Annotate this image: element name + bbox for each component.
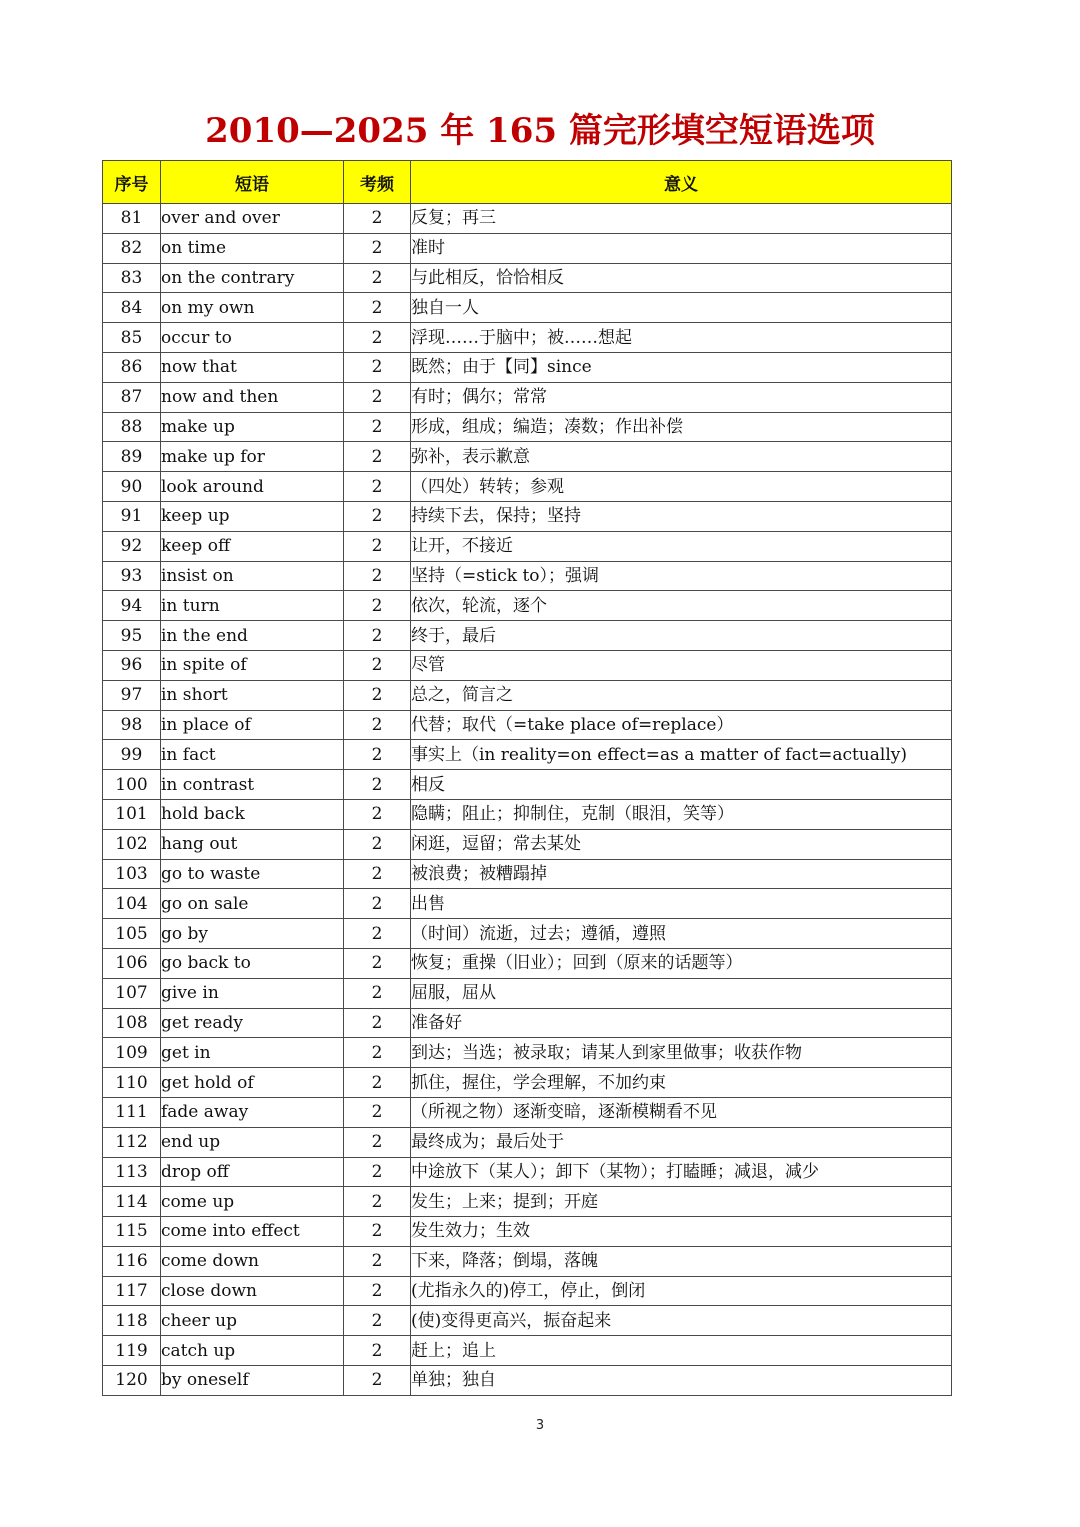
table-row bbox=[103, 650, 952, 680]
row-phrase: over and over bbox=[161, 204, 344, 234]
row-number: 103 bbox=[103, 859, 161, 889]
row-number: 104 bbox=[103, 889, 161, 919]
row-frequency: 2 bbox=[344, 1068, 411, 1098]
row-phrase: in fact bbox=[161, 740, 344, 770]
row-number: 84 bbox=[103, 293, 161, 323]
row-meaning: （四处）转转；参观 bbox=[411, 472, 952, 502]
row-frequency: 2 bbox=[344, 442, 411, 472]
row-number: 88 bbox=[103, 412, 161, 442]
row-frequency: 2 bbox=[344, 829, 411, 859]
row-number: 113 bbox=[103, 1157, 161, 1187]
row-frequency: 2 bbox=[344, 382, 411, 412]
row-number: 119 bbox=[103, 1336, 161, 1366]
row-phrase: insist on bbox=[161, 561, 344, 591]
row-frequency: 2 bbox=[344, 710, 411, 740]
row-phrase: go back to bbox=[161, 948, 344, 978]
table-row bbox=[103, 1336, 952, 1366]
row-meaning: 被浪费；被糟蹋掉 bbox=[411, 859, 952, 889]
table-row bbox=[103, 204, 952, 234]
row-frequency: 2 bbox=[344, 978, 411, 1008]
table-row bbox=[103, 799, 952, 829]
row-number: 120 bbox=[103, 1366, 161, 1396]
row-phrase: go to waste bbox=[161, 859, 344, 889]
row-phrase: come down bbox=[161, 1246, 344, 1276]
row-number: 117 bbox=[103, 1276, 161, 1306]
row-meaning: 坚持（=stick to）；强调 bbox=[411, 561, 952, 591]
row-number: 109 bbox=[103, 1038, 161, 1068]
row-meaning: 让开，不接近 bbox=[411, 531, 952, 561]
header-no: 序号 bbox=[103, 161, 161, 204]
row-frequency: 2 bbox=[344, 233, 411, 263]
row-meaning: 终于，最后 bbox=[411, 621, 952, 651]
row-number: 118 bbox=[103, 1306, 161, 1336]
row-number: 112 bbox=[103, 1127, 161, 1157]
row-phrase: end up bbox=[161, 1127, 344, 1157]
row-meaning: (使)变得更高兴，振奋起来 bbox=[411, 1306, 952, 1336]
table-row bbox=[103, 978, 952, 1008]
row-phrase: come into effect bbox=[161, 1217, 344, 1247]
row-frequency: 2 bbox=[344, 919, 411, 949]
row-number: 105 bbox=[103, 919, 161, 949]
row-frequency: 2 bbox=[344, 1008, 411, 1038]
row-meaning: 最终成为；最后处于 bbox=[411, 1127, 952, 1157]
row-phrase: hold back bbox=[161, 799, 344, 829]
header-freq: 考频 bbox=[344, 161, 411, 204]
row-number: 83 bbox=[103, 263, 161, 293]
row-number: 99 bbox=[103, 740, 161, 770]
row-number: 100 bbox=[103, 770, 161, 800]
row-meaning: 发生；上来；提到；开庭 bbox=[411, 1187, 952, 1217]
row-meaning: 总之，简言之 bbox=[411, 680, 952, 710]
table-row bbox=[103, 859, 952, 889]
row-number: 89 bbox=[103, 442, 161, 472]
table-row bbox=[103, 1068, 952, 1098]
row-number: 110 bbox=[103, 1068, 161, 1098]
row-meaning: 相反 bbox=[411, 770, 952, 800]
row-phrase: in place of bbox=[161, 710, 344, 740]
row-frequency: 2 bbox=[344, 531, 411, 561]
row-phrase: by oneself bbox=[161, 1366, 344, 1396]
row-frequency: 2 bbox=[344, 352, 411, 382]
table-row bbox=[103, 1127, 952, 1157]
row-phrase: come up bbox=[161, 1187, 344, 1217]
row-frequency: 2 bbox=[344, 591, 411, 621]
table-row bbox=[103, 710, 952, 740]
row-number: 108 bbox=[103, 1008, 161, 1038]
row-frequency: 2 bbox=[344, 680, 411, 710]
table-row bbox=[103, 740, 952, 770]
row-number: 95 bbox=[103, 621, 161, 651]
table-row bbox=[103, 1097, 952, 1127]
row-meaning: 抓住，握住，学会理解，不加约束 bbox=[411, 1068, 952, 1098]
row-phrase: on the contrary bbox=[161, 263, 344, 293]
row-phrase: in the end bbox=[161, 621, 344, 651]
row-number: 86 bbox=[103, 352, 161, 382]
row-phrase: in spite of bbox=[161, 650, 344, 680]
row-meaning: 独自一人 bbox=[411, 293, 952, 323]
row-meaning: (尤指永久的)停工，停止，倒闭 bbox=[411, 1276, 952, 1306]
row-meaning: 赶上；追上 bbox=[411, 1336, 952, 1366]
table-row bbox=[103, 621, 952, 651]
row-frequency: 2 bbox=[344, 1366, 411, 1396]
row-phrase: close down bbox=[161, 1276, 344, 1306]
row-frequency: 2 bbox=[344, 948, 411, 978]
row-frequency: 2 bbox=[344, 204, 411, 234]
table-row bbox=[103, 1246, 952, 1276]
row-frequency: 2 bbox=[344, 650, 411, 680]
row-meaning: 代替；取代（=take place of=replace） bbox=[411, 710, 952, 740]
row-number: 111 bbox=[103, 1097, 161, 1127]
row-frequency: 2 bbox=[344, 1306, 411, 1336]
row-number: 85 bbox=[103, 323, 161, 353]
header-phrase: 短语 bbox=[161, 161, 344, 204]
row-frequency: 2 bbox=[344, 1038, 411, 1068]
table-body bbox=[103, 204, 952, 1396]
row-frequency: 2 bbox=[344, 1246, 411, 1276]
row-meaning: 出售 bbox=[411, 889, 952, 919]
row-number: 82 bbox=[103, 233, 161, 263]
row-meaning: 形成，组成；编造；凑数；作出补偿 bbox=[411, 412, 952, 442]
row-phrase: keep off bbox=[161, 531, 344, 561]
page-number: 3 bbox=[535, 1418, 545, 1433]
row-phrase: on my own bbox=[161, 293, 344, 323]
row-phrase: now that bbox=[161, 352, 344, 382]
row-meaning: 与此相反，恰恰相反 bbox=[411, 263, 952, 293]
row-meaning: 发生效力；生效 bbox=[411, 1217, 952, 1247]
row-meaning: 隐瞒；阻止；抑制住，克制（眼泪，笑等） bbox=[411, 799, 952, 829]
row-phrase: give in bbox=[161, 978, 344, 1008]
row-phrase: catch up bbox=[161, 1336, 344, 1366]
table-row bbox=[103, 680, 952, 710]
table-row bbox=[103, 591, 952, 621]
row-number: 91 bbox=[103, 501, 161, 531]
table-row bbox=[103, 412, 952, 442]
row-number: 101 bbox=[103, 799, 161, 829]
row-number: 81 bbox=[103, 204, 161, 234]
row-number: 106 bbox=[103, 948, 161, 978]
row-number: 94 bbox=[103, 591, 161, 621]
table-row bbox=[103, 1008, 952, 1038]
row-frequency: 2 bbox=[344, 1157, 411, 1187]
row-frequency: 2 bbox=[344, 263, 411, 293]
row-frequency: 2 bbox=[344, 501, 411, 531]
header-meaning: 意义 bbox=[411, 161, 952, 204]
header-row bbox=[103, 161, 952, 204]
row-phrase: go by bbox=[161, 919, 344, 949]
document-title: 2010—2025 年 165 篇完形填空短语选项 bbox=[205, 111, 875, 151]
table-row bbox=[103, 382, 952, 412]
row-frequency: 2 bbox=[344, 799, 411, 829]
table-row bbox=[103, 233, 952, 263]
row-meaning: 下来，降落；倒塌，落魄 bbox=[411, 1246, 952, 1276]
row-meaning: 准时 bbox=[411, 233, 952, 263]
row-frequency: 2 bbox=[344, 740, 411, 770]
row-phrase: occur to bbox=[161, 323, 344, 353]
row-meaning: 浮现……于脑中；被……想起 bbox=[411, 323, 952, 353]
row-number: 90 bbox=[103, 472, 161, 502]
row-meaning: 反复；再三 bbox=[411, 204, 952, 234]
table-row bbox=[103, 1276, 952, 1306]
table-row bbox=[103, 472, 952, 502]
row-meaning: 持续下去，保持；坚持 bbox=[411, 501, 952, 531]
row-frequency: 2 bbox=[344, 1127, 411, 1157]
row-meaning: 依次，轮流，逐个 bbox=[411, 591, 952, 621]
row-frequency: 2 bbox=[344, 621, 411, 651]
row-phrase: on time bbox=[161, 233, 344, 263]
row-phrase: in short bbox=[161, 680, 344, 710]
row-meaning: 闲逛，逗留；常去某处 bbox=[411, 829, 952, 859]
row-number: 107 bbox=[103, 978, 161, 1008]
row-number: 115 bbox=[103, 1217, 161, 1247]
row-phrase: make up bbox=[161, 412, 344, 442]
row-meaning: 屈服，屈从 bbox=[411, 978, 952, 1008]
row-phrase: in turn bbox=[161, 591, 344, 621]
row-number: 87 bbox=[103, 382, 161, 412]
table-row bbox=[103, 1038, 952, 1068]
row-number: 92 bbox=[103, 531, 161, 561]
row-frequency: 2 bbox=[344, 859, 411, 889]
table-row bbox=[103, 1366, 952, 1396]
row-frequency: 2 bbox=[344, 1336, 411, 1366]
row-phrase: look around bbox=[161, 472, 344, 502]
table-row bbox=[103, 561, 952, 591]
row-number: 93 bbox=[103, 561, 161, 591]
row-phrase: get hold of bbox=[161, 1068, 344, 1098]
row-phrase: cheer up bbox=[161, 1306, 344, 1336]
row-meaning: 单独；独自 bbox=[411, 1366, 952, 1396]
row-frequency: 2 bbox=[344, 293, 411, 323]
row-number: 116 bbox=[103, 1246, 161, 1276]
row-frequency: 2 bbox=[344, 1097, 411, 1127]
row-frequency: 2 bbox=[344, 889, 411, 919]
table-row bbox=[103, 948, 952, 978]
table-header bbox=[103, 161, 952, 204]
row-frequency: 2 bbox=[344, 472, 411, 502]
table-row bbox=[103, 829, 952, 859]
row-number: 114 bbox=[103, 1187, 161, 1217]
row-meaning: 到达；当选；被录取；请某人到家里做事；收获作物 bbox=[411, 1038, 952, 1068]
row-frequency: 2 bbox=[344, 1187, 411, 1217]
row-number: 97 bbox=[103, 680, 161, 710]
table-row bbox=[103, 1306, 952, 1336]
table-row bbox=[103, 1217, 952, 1247]
row-phrase: keep up bbox=[161, 501, 344, 531]
row-phrase: hang out bbox=[161, 829, 344, 859]
row-phrase: in contrast bbox=[161, 770, 344, 800]
row-phrase: make up for bbox=[161, 442, 344, 472]
row-frequency: 2 bbox=[344, 561, 411, 591]
table-row bbox=[103, 442, 952, 472]
row-number: 102 bbox=[103, 829, 161, 859]
row-meaning: 有时；偶尔；常常 bbox=[411, 382, 952, 412]
row-meaning: （所视之物）逐渐变暗，逐渐模糊看不见 bbox=[411, 1097, 952, 1127]
table-row bbox=[103, 501, 952, 531]
table-row bbox=[103, 293, 952, 323]
row-meaning: 恢复；重操（旧业）；回到（原来的话题等） bbox=[411, 948, 952, 978]
row-meaning: 中途放下（某人）；卸下（某物）；打瞌睡；减退，减少 bbox=[411, 1157, 952, 1187]
row-meaning: 既然；由于【同】since bbox=[411, 352, 952, 382]
row-frequency: 2 bbox=[344, 412, 411, 442]
row-meaning: 弥补，表示歉意 bbox=[411, 442, 952, 472]
table-row bbox=[103, 352, 952, 382]
table-row bbox=[103, 323, 952, 353]
row-phrase: get ready bbox=[161, 1008, 344, 1038]
row-number: 98 bbox=[103, 710, 161, 740]
row-number: 96 bbox=[103, 650, 161, 680]
row-frequency: 2 bbox=[344, 1276, 411, 1306]
table-row bbox=[103, 263, 952, 293]
table-row bbox=[103, 919, 952, 949]
phrase-table bbox=[102, 160, 952, 1396]
row-phrase: fade away bbox=[161, 1097, 344, 1127]
row-phrase: go on sale bbox=[161, 889, 344, 919]
row-frequency: 2 bbox=[344, 1217, 411, 1247]
table-row bbox=[103, 770, 952, 800]
row-meaning: 尽管 bbox=[411, 650, 952, 680]
row-phrase: drop off bbox=[161, 1157, 344, 1187]
row-phrase: get in bbox=[161, 1038, 344, 1068]
table-row bbox=[103, 1157, 952, 1187]
row-meaning: 事实上（in reality=on effect=as a matter of fact=actually) bbox=[411, 740, 952, 770]
row-frequency: 2 bbox=[344, 770, 411, 800]
table-row bbox=[103, 889, 952, 919]
row-phrase: now and then bbox=[161, 382, 344, 412]
row-frequency: 2 bbox=[344, 323, 411, 353]
table-row bbox=[103, 531, 952, 561]
table-row bbox=[103, 1187, 952, 1217]
row-meaning: 准备好 bbox=[411, 1008, 952, 1038]
row-meaning: （时间）流逝，过去；遵循，遵照 bbox=[411, 919, 952, 949]
